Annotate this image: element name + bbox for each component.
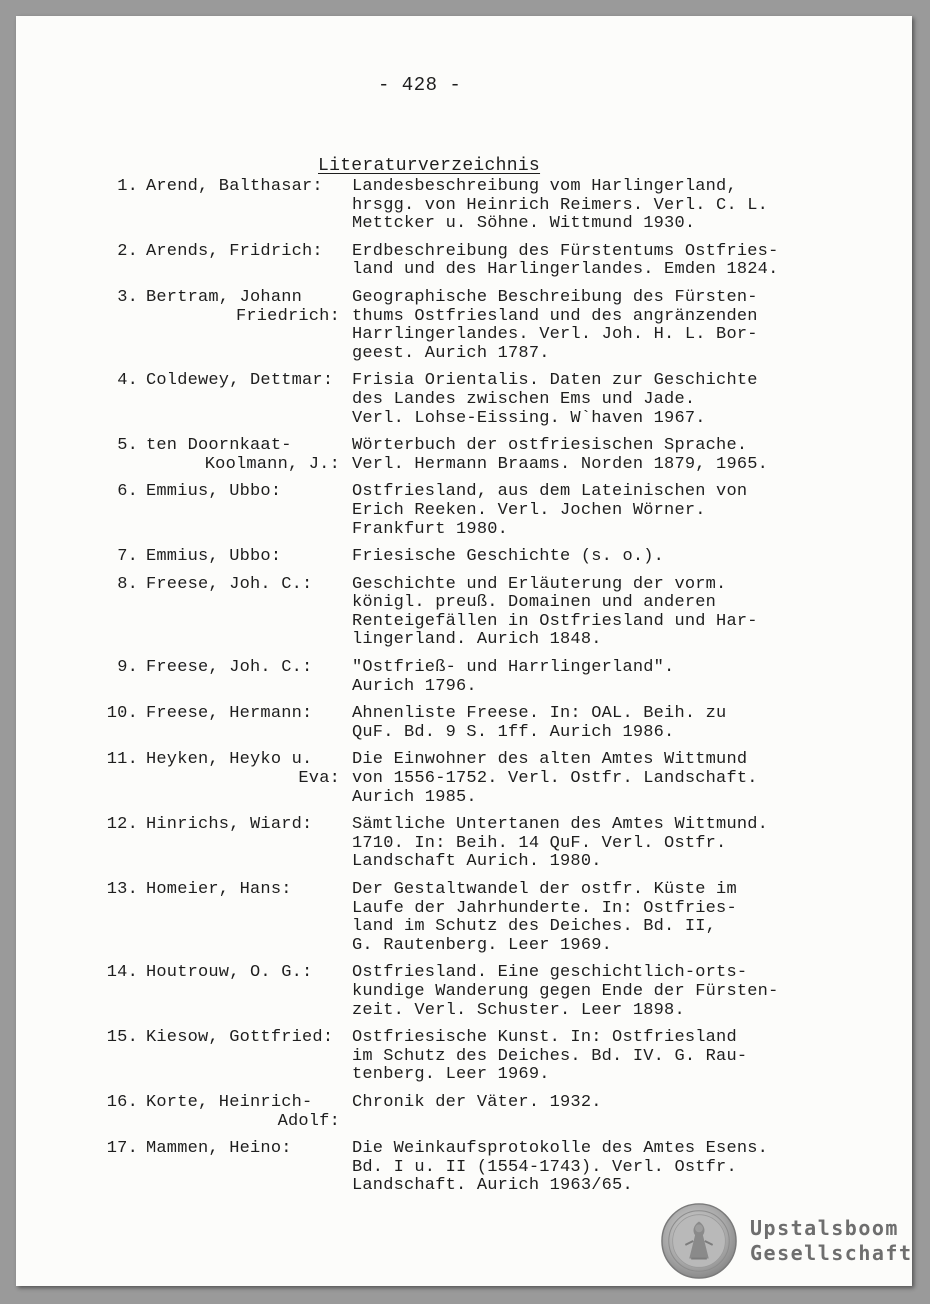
entry-reference-line: thums Ostfriesland und des angränzenden — [352, 306, 758, 326]
entry-author — [138, 372, 352, 428]
entry-author — [138, 881, 352, 955]
entry-author-line: ten Doornkaat- — [146, 436, 292, 456]
entry-number: 14. — [106, 963, 138, 983]
entry-author-line: Bertram, Johann — [146, 287, 303, 307]
entry-author-line: Friedrich: — [235, 306, 340, 326]
entry-reference-line: Bd. I u. II (1554-1743). Verl. Ostfr. — [352, 1157, 737, 1177]
entry-reference-line: Ostfriesland, aus dem Lateinischen von — [352, 482, 748, 502]
entry-number: 2. — [117, 241, 138, 261]
entry-reference-line: Frisia Orientalis. Daten zur Geschichte — [352, 371, 758, 391]
entry-reference-line: Sämtliche Untertanen des Amtes Wittmund. — [352, 815, 769, 835]
entry-reference-line: land und des Harlingerlandes. Emden 1824. — [352, 260, 779, 280]
entry-author-line: Arend, Balthasar: — [146, 177, 323, 196]
entry-reference-line: Erdbeschreibung des Fürstentums Ostfries- — [352, 241, 779, 261]
entry-reference-line: Die Einwohner des alten Amtes Wittmund — [352, 750, 748, 770]
entry-reference-line: lingerland. Aurich 1848. — [352, 630, 602, 650]
entry-reference-line: Frankfurt 1980. — [352, 519, 509, 539]
entry-author — [138, 1140, 352, 1196]
bibliography-entry — [100, 659, 860, 696]
entry-reference-line: QuF. Bd. 9 S. 1ff. Aurich 1986. — [352, 722, 675, 742]
entry-reference — [352, 881, 860, 955]
entry-reference — [352, 751, 860, 807]
entry-reference — [352, 548, 860, 567]
entry-author-line: Kiesow, Gottfried: — [146, 1028, 334, 1048]
bibliography-entry — [100, 816, 860, 872]
bibliography-list — [100, 178, 860, 1205]
bibliography-entry — [100, 437, 860, 474]
bibliography-entry — [100, 576, 860, 650]
entry-reference-line: Friesische Geschichte (s. o.). — [352, 547, 665, 567]
entry-author-line: Hinrichs, Wiard: — [146, 815, 313, 835]
entry-reference-line: Ostfriesische Kunst. In: Ostfriesland — [352, 1028, 737, 1048]
entry-reference — [352, 483, 860, 539]
entry-author — [138, 437, 352, 474]
entry-author-line: Heyken, Heyko u. — [146, 750, 313, 770]
entry-reference-line: im Schutz des Deiches. Bd. IV. G. Rau- — [352, 1046, 748, 1066]
entry-reference — [352, 705, 860, 742]
entry-author — [138, 576, 352, 650]
entry-reference-line: Ostfriesland. Eine geschichtlich-orts- — [352, 963, 748, 983]
entry-number: 3. — [117, 287, 138, 307]
entry-number: 1. — [117, 177, 138, 196]
entry-reference-line: G. Rautenberg. Leer 1969. — [352, 935, 613, 955]
entry-reference-line: zeit. Verl. Schuster. Leer 1898. — [352, 1000, 685, 1020]
document-page — [16, 16, 912, 1286]
society-name-line2: Gesellschaft — [750, 1241, 913, 1265]
entry-number: 15. — [106, 1028, 138, 1048]
entry-reference — [352, 964, 860, 1020]
entry-number: 11. — [106, 750, 138, 770]
entry-author — [138, 289, 352, 363]
entry-author — [138, 1029, 352, 1085]
bibliography-entry — [100, 483, 860, 539]
bibliography-entry — [100, 372, 860, 428]
entry-number: 9. — [117, 658, 138, 678]
bibliography-entry — [100, 243, 860, 280]
society-stamp — [660, 1202, 913, 1280]
entry-author-line: Emmius, Ubbo: — [146, 547, 282, 567]
entry-author-line: Koolmann, J.: — [204, 454, 340, 474]
entry-author-line: Freese, Joh. C.: — [146, 658, 313, 678]
entry-number: 13. — [106, 880, 138, 899]
page-number: - 428 - — [378, 74, 462, 96]
entry-reference-line: land im Schutz des Deiches. Bd. II, — [352, 917, 717, 937]
entry-reference — [352, 178, 860, 234]
entry-author — [138, 483, 352, 539]
entry-number: 16. — [106, 1092, 138, 1112]
bibliography-entry — [100, 1094, 860, 1131]
entry-reference-line: "Ostfrieß- und Harrlingerland". — [352, 658, 675, 678]
entry-reference-line: königl. preuß. Domainen und anderen — [352, 593, 717, 613]
bibliography-entry — [100, 289, 860, 363]
entry-reference-line: hrsgg. von Heinrich Reimers. Verl. C. L. — [352, 195, 769, 215]
entry-reference-line: Verl. Hermann Braams. Norden 1879, 1965. — [352, 454, 769, 474]
entry-reference-line: von 1556-1752. Verl. Ostfr. Landschaft. — [352, 769, 758, 789]
bibliography-entry — [100, 705, 860, 742]
bibliography-entry — [100, 1029, 860, 1085]
entry-author-line: Coldewey, Dettmar: — [146, 371, 334, 391]
entry-reference-line: 1710. In: Beih. 14 QuF. Verl. Ostfr. — [352, 833, 727, 853]
entry-reference-line: Ahnenliste Freese. In: OAL. Beih. zu — [352, 704, 727, 724]
entry-reference — [352, 1029, 860, 1085]
entry-reference-line: Renteigefällen in Ostfriesland und Har- — [352, 611, 758, 631]
entry-reference-line: Laufe der Jahrhunderte. In: Ostfries- — [352, 898, 737, 918]
society-name-line1: Upstalsboom — [750, 1216, 899, 1240]
entry-reference — [352, 243, 860, 280]
entry-reference-line: Landschaft Aurich. 1980. — [352, 852, 602, 872]
bibliography-entry — [100, 1140, 860, 1196]
entry-author-line: Arends, Fridrich: — [146, 241, 323, 261]
entry-number: 8. — [117, 574, 138, 594]
entry-reference — [352, 576, 860, 650]
entry-reference — [352, 372, 860, 428]
entry-reference-line: Harrlingerlandes. Verl. Joh. H. L. Bor- — [352, 325, 758, 345]
entry-number: 12. — [106, 815, 138, 835]
entry-reference-line: Chronik der Väter. 1932. — [352, 1092, 602, 1112]
entry-reference-line: Verl. Lohse-Eissing. W`haven 1967. — [352, 408, 706, 428]
entry-author-line: Freese, Joh. C.: — [146, 574, 313, 594]
society-seal-icon — [660, 1202, 738, 1280]
entry-author-line: Emmius, Ubbo: — [146, 482, 282, 502]
bibliography-entry — [100, 881, 860, 955]
entry-reference — [352, 1094, 860, 1131]
entry-number: 5. — [117, 436, 138, 456]
entry-reference-line: des Landes zwischen Ems und Jade. — [352, 389, 696, 409]
entry-author-line: Eva: — [298, 769, 340, 789]
entry-reference-line: Die Weinkaufsprotokolle des Amtes Esens. — [352, 1139, 769, 1159]
entry-number: 17. — [106, 1139, 138, 1159]
entry-author — [138, 816, 352, 872]
entry-author — [138, 178, 352, 234]
page-title: Literaturverzeichnis — [318, 156, 541, 176]
entry-author — [138, 243, 352, 280]
entry-number: 7. — [117, 547, 138, 567]
entry-reference — [352, 816, 860, 872]
entry-author — [138, 548, 352, 567]
bibliography-entry — [100, 548, 860, 567]
entry-reference-line: kundige Wanderung gegen Ende der Fürsten- — [352, 981, 779, 1001]
entry-reference-line: Geographische Beschreibung des Fürsten- — [352, 287, 758, 307]
entry-reference-line: Geschichte und Erläuterung der vorm. — [352, 574, 727, 594]
entry-author-line: Homeier, Hans: — [146, 880, 292, 899]
entry-reference-line: Mettcker u. Söhne. Wittmund 1930. — [352, 214, 696, 234]
entry-author-line: Adolf: — [277, 1111, 340, 1131]
society-name — [750, 1216, 913, 1266]
entry-author-line: Houtrouw, O. G.: — [146, 963, 313, 983]
entry-author-line: Korte, Heinrich- — [146, 1092, 313, 1112]
bibliography-entry — [100, 178, 860, 234]
entry-reference — [352, 659, 860, 696]
entry-number: 4. — [117, 371, 138, 391]
entry-reference-line: Landesbeschreibung vom Harlingerland, — [352, 177, 737, 196]
entry-author — [138, 751, 352, 807]
entry-number: 6. — [117, 482, 138, 502]
entry-reference-line: Aurich 1796. — [352, 676, 477, 696]
bibliography-entry — [100, 964, 860, 1020]
entry-reference-line: Der Gestaltwandel der ostfr. Küste im — [352, 880, 737, 899]
entry-reference-line: Landschaft. Aurich 1963/65. — [352, 1176, 633, 1196]
entry-reference-line: geest. Aurich 1787. — [352, 343, 550, 363]
entry-number: 10. — [106, 704, 138, 724]
entry-reference — [352, 437, 860, 474]
entry-reference-line: Wörterbuch der ostfriesischen Sprache. — [352, 436, 748, 456]
entry-author — [138, 659, 352, 696]
entry-reference — [352, 289, 860, 363]
entry-reference-line: Erich Reeken. Verl. Jochen Wörner. — [352, 500, 706, 520]
entry-reference-line: Aurich 1985. — [352, 787, 477, 807]
entry-author — [138, 964, 352, 1020]
entry-author-line: Freese, Hermann: — [146, 704, 313, 724]
entry-author — [138, 1094, 352, 1131]
entry-author — [138, 705, 352, 742]
entry-reference — [352, 1140, 860, 1196]
entry-reference-line: tenberg. Leer 1969. — [352, 1065, 550, 1085]
entry-author-line: Mammen, Heino: — [146, 1139, 292, 1159]
bibliography-entry — [100, 751, 860, 807]
